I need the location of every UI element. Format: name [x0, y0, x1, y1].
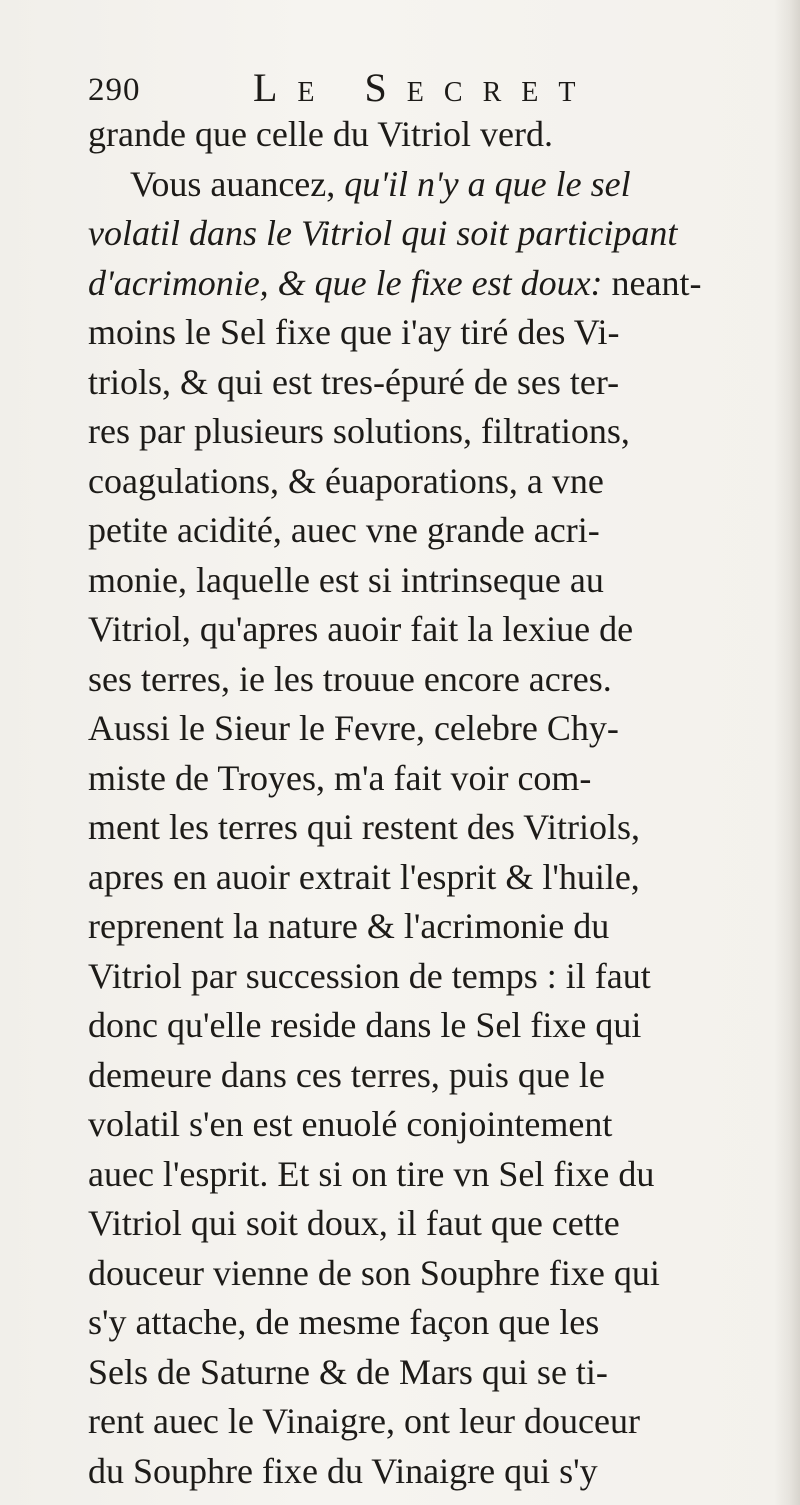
text-line: ment les terres qui restent des Vitriols, — [88, 807, 641, 847]
text-line: Aussi le Sieur le Fevre, celebre Chy- — [88, 708, 619, 748]
page-number: 290 — [88, 72, 141, 108]
page-header — [88, 60, 748, 110]
text-line: Vitriol, qu'apres auoir fait la lexiue de — [88, 609, 634, 649]
text-line: apres en auoir extrait l'esprit & l'huile, — [88, 856, 640, 897]
text-line: coagulations, & éuaporations, a vne — [88, 460, 604, 501]
text-line: donc qu'elle reside dans le Sel fixe qui — [88, 1005, 642, 1045]
text-line: volatil s'en est enuolé conjointement — [88, 1104, 613, 1144]
text-body — [88, 110, 793, 1496]
text-line: triols, & qui est tres-épuré de ses ter- — [88, 361, 620, 402]
text-line: monie, laquelle est si intrinseque au — [88, 559, 604, 600]
text-line: moins le Sel fixe que i'ay tiré des Vi- — [88, 312, 620, 352]
text-line: grande que celle du Vitriol verd. — [88, 114, 554, 154]
text-line: Vous auancez, qu'il n'y a que le sel — [130, 163, 631, 204]
text-line: reprenent la nature & l'acrimonie du — [88, 906, 610, 946]
text-line: volatil dans le Vitriol qui soit participant — [88, 213, 678, 253]
text-line: ses terres, ie les trouue encore acres. — [88, 658, 612, 699]
text-line: miste de Troyes, m'a fait voir com- — [88, 757, 592, 798]
text-line: d'acrimonie, & que le fixe est doux: neant- — [88, 262, 702, 303]
text-line: res par plusieurs solutions, filtrations, — [88, 411, 630, 451]
text-line: rent auec le Vinaigre, ont leur douceur — [88, 1401, 640, 1441]
text-line: petite acidité, auec vne grande acri- — [88, 510, 600, 550]
text-line: auec l'esprit. Et si on tire vn Sel fixe du — [88, 1153, 655, 1194]
text-line: Sels de Saturne & de Mars qui se ti- — [88, 1351, 608, 1392]
text-line: douceur vienne de son Souphre fixe qui — [88, 1252, 660, 1293]
text-line: Vitriol par succession de temps : il faut — [88, 955, 651, 996]
text-line: s'y attache, de mesme façon que les — [88, 1302, 600, 1342]
text-line: du Souphre fixe du Vinaigre qui s'y — [88, 1450, 598, 1491]
text-line: Vitriol qui soit doux, il faut que cette — [88, 1203, 620, 1243]
text-line: demeure dans ces terres, puis que le — [88, 1054, 605, 1095]
running-title: Le Secret — [253, 65, 596, 110]
